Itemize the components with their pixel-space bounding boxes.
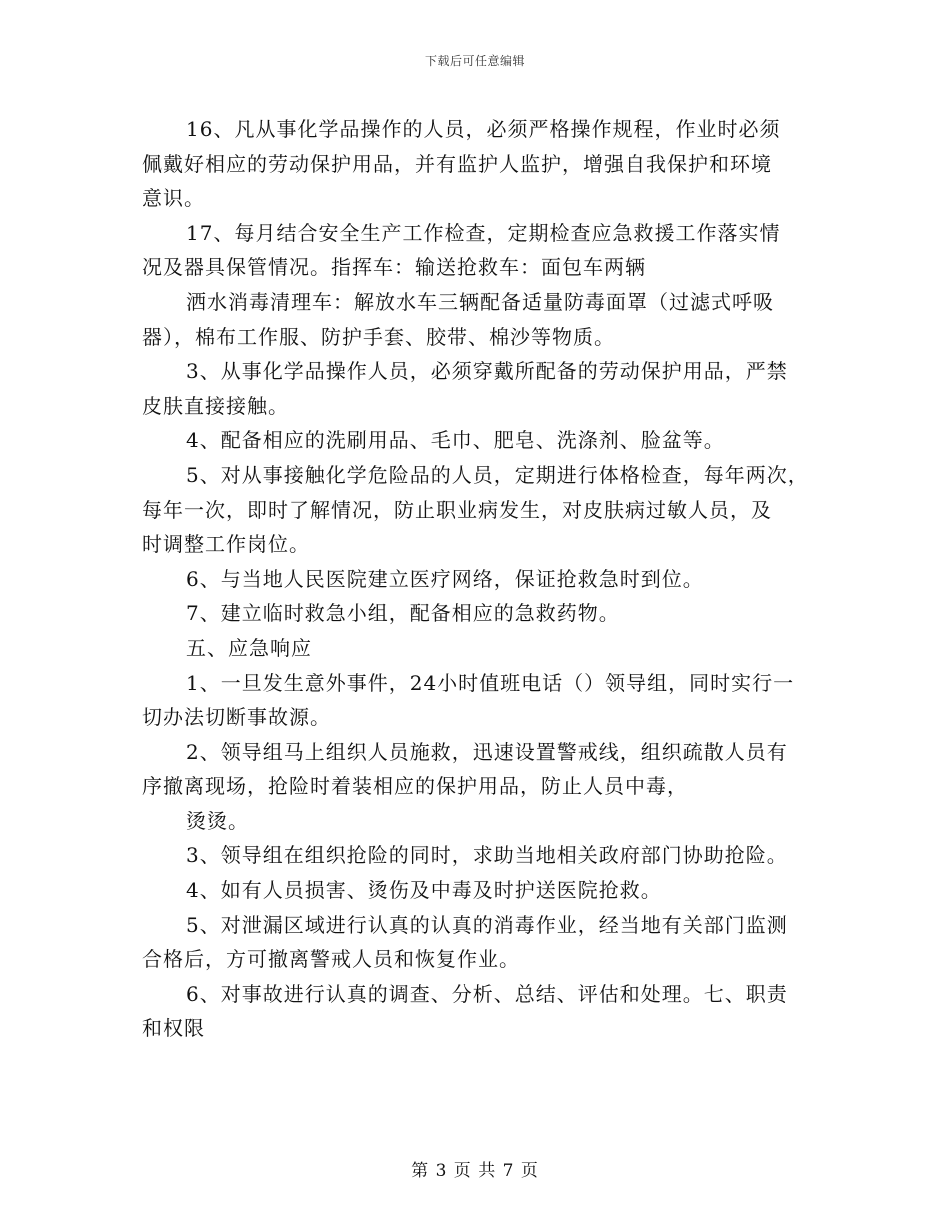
text-line: 6、对事故进行认真的调查、分析、总结、评估和处理。七、职责 [186,981,788,1006]
text-line: 佩戴好相应的劳动保护用品，并有监护人监护，增强自我保护和环境 [142,151,772,176]
footer-page-number: 3 [435,1161,448,1181]
text-line: 6、与当地人民医院建立医疗网络，保证抢救急时到位。 [186,566,704,591]
text-line: 每年一次，即时了解情况，防止职业病发生，对皮肤病过敏人员，及 [142,497,772,522]
text-line: 和权限 [142,1016,205,1041]
page-header: 下载后可任意编辑 [424,54,525,68]
text-line: 器），棉布工作服、防护手套、胶带、棉沙等物质。 [142,324,615,349]
footer-middle: 页 共 [453,1161,497,1181]
text-line: 合格后，方可撤离警戒人员和恢复作业。 [142,947,520,972]
text-line: 1、一旦发生意外事件，24小时值班电话（）领导组，同时实行一 [186,670,795,695]
text-line: 4、如有人员损害、烫伤及中毒及时护送医院抢救。 [186,878,662,903]
document-body [142,112,808,1046]
text-line: 切办法切断事故源。 [142,705,331,730]
footer-total-pages: 7 [502,1161,515,1181]
page-footer [0,1156,950,1181]
text-line: 况及器具保管情况。指挥车：输送抢救车：面包车两辆 [142,255,646,280]
text-line: 17、每月结合安全生产工作检查，定期检查应急救援工作落实情 [186,220,781,245]
text-line: 烫烫。 [186,808,249,833]
footer-prefix: 第 [411,1161,430,1181]
text-line: 皮肤直接接触。 [142,393,289,418]
text-line: 3、领导组在组织抢险的同时，求助当地相关政府部门协助抢险。 [186,843,788,868]
text-line: 意识。 [142,186,205,211]
text-lines [142,112,808,1046]
text-line: 5、对泄漏区域进行认真的认真的消毒作业，经当地有关部门监测 [186,912,788,937]
text-line: 2、领导组马上组织人员施救，迅速设置警戒线，组织疏散人员有 [186,739,788,764]
text-line: 5、对从事接触化学危险品的人员，定期进行体格检查，每年两次， [186,462,809,487]
text-line: 五、应急响应 [186,635,312,660]
text-line: 7、建立临时救急小组，配备相应的急救药物。 [186,601,620,626]
text-line: 16、凡从事化学品操作的人员，必须严格操作规程，作业时必须 [186,117,781,141]
text-line: 洒水消毒清理车：解放水车三辆配备适量防毒面罩（过滤式呼吸 [186,289,774,314]
footer-suffix: 页 [520,1161,539,1181]
text-line: 4、配备相应的洗刷用品、毛巾、肥皂、洗涤剂、脸盆等。 [186,428,725,453]
text-line: 时调整工作岗位。 [142,532,310,557]
text-line: 序撤离现场，抢险时着装相应的保护用品，防止人员中毒， [142,774,688,799]
text-line: 3、从事化学品操作人员，必须穿戴所配备的劳动保护用品，严禁 [186,359,788,384]
